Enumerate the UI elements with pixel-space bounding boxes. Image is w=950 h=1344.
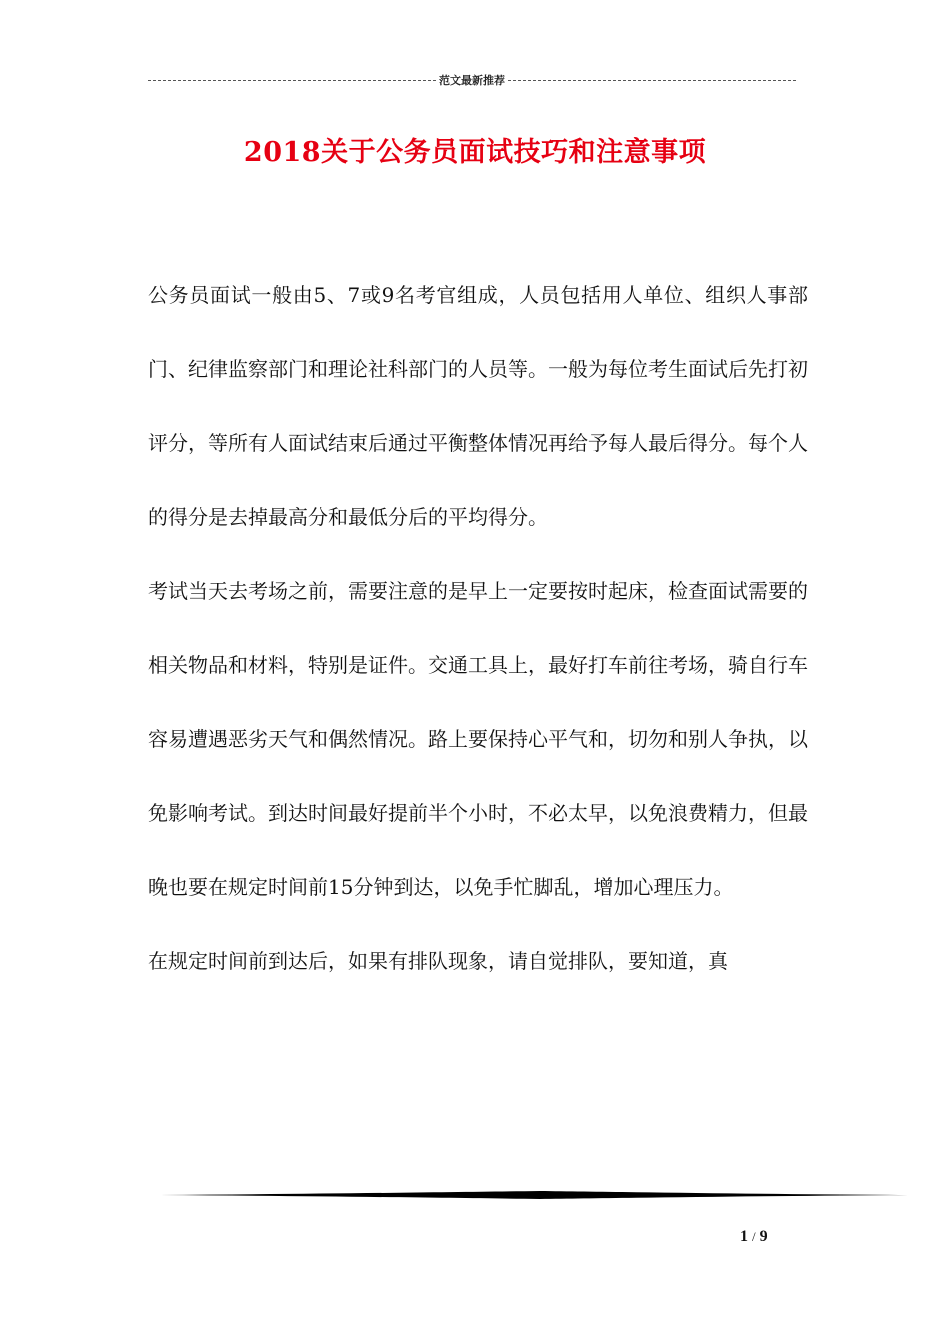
- page-current: 1: [740, 1228, 748, 1245]
- footer-divider: [160, 1188, 908, 1202]
- header-dash-right: [508, 80, 796, 81]
- header-label: 范文最新推荐: [439, 74, 505, 87]
- paragraph: 在规定时间前到达后，如果有排队现象，请自觉排队，要知道，真: [148, 949, 728, 973]
- page-number: [740, 1228, 820, 1246]
- header-dash-left: [148, 80, 436, 81]
- document-body: [148, 258, 808, 998]
- page-total: 9: [759, 1228, 768, 1245]
- page-separator: /: [752, 1229, 756, 1244]
- paragraph: 公务员面试一般由5、7或9名考官组成，人员包括用人单位、组织人事部门、纪律监察部门和理论社科部门的人员等。一般为每位考生面试后先打初评分，等所有人面试结束后通过平衡整体情况再给予每人最后得分。每个人的得分是去掉最高分和最低分后的平均得分。: [148, 283, 808, 529]
- document-title: 2018关于公务员面试技巧和注意事项: [243, 137, 707, 168]
- page-header: [148, 70, 796, 90]
- paragraph: 考试当天去考场之前，需要注意的是早上一定要按时起床，检查面试需要的相关物品和材料，特别是证件。交通工具上，最好打车前往考场，骑自行车容易遭遇恶劣天气和偶然情况。路上要保持心平气和，切勿和别人争执，以免影响考试。到达时间最好提前半个小时，不必太早，以免浪费精力，但最晚也要在规定时间前15分钟到达，以免手忙脚乱，增加心理压力。: [148, 579, 808, 899]
